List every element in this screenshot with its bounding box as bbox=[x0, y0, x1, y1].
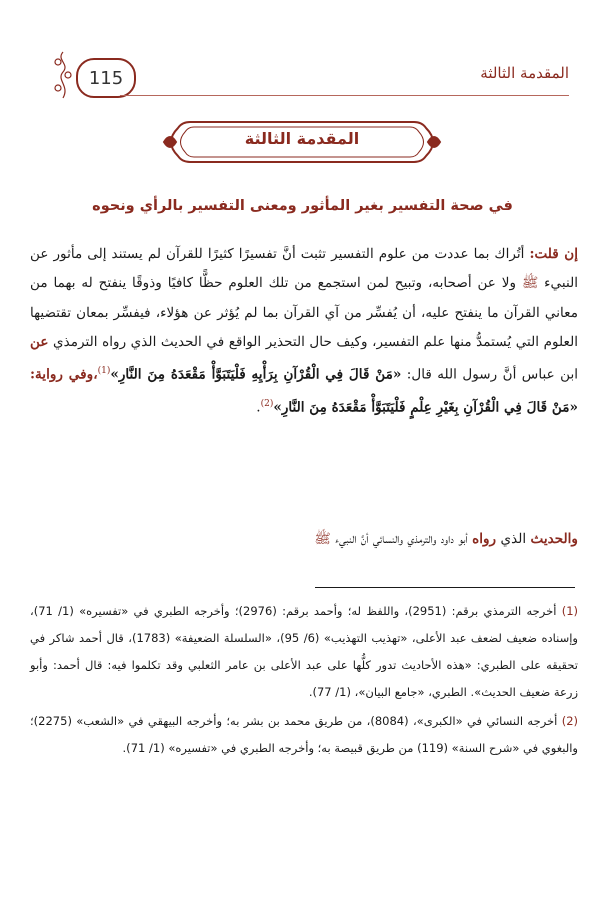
rawahu-word: رواه bbox=[472, 531, 497, 547]
section-subtitle: في صحة التفسير بغير المأثور ومعنى التفسير بالرأي ونحوه bbox=[92, 198, 513, 214]
footnote-text: أخرجه الترمذي برقم: (2951)، واللفظ له؛ وأحمد برقم: (2976)؛ وأخرجه الطبري في «تفسيره» (1/ 71)، وإسناده ضعيف لضعف عبد الأعلى، «تهذيب التهذيب» (6/ 95)، «السلسلة الضعيفة» (1783)، قال أحمد شاكر في تحقيقه على الطبري: «هذه الأحاديث تدور كلُّها على عبد الأعلى بن عامر الثعلبي وقد تكلموا فيه: قال أحمد: وأبو زرعة ضعيف الحديث». الطبري، «جامع البيان»، (1/ 77). bbox=[30, 604, 578, 699]
lead-phrase: إن قلت: bbox=[529, 246, 578, 262]
footnotes-section bbox=[30, 598, 578, 764]
continuation-text-1: الذي bbox=[496, 531, 531, 547]
riwaya-label: ،وفي رواية: bbox=[30, 366, 98, 383]
footnote-ref-1[interactable]: (1) bbox=[97, 366, 111, 377]
footnote-2 bbox=[30, 708, 578, 762]
narration-marker: عن bbox=[30, 333, 49, 350]
paragraph-text-1: أتُراك بما عددت من علوم التفسير تثبت أنَّ تفسيرًا كثيرًا للقرآن لم يستند إلى مأثور عن النبيء bbox=[30, 246, 578, 292]
footnote-1 bbox=[30, 598, 578, 706]
hadith-quote-2: «مَنْ قَالَ فِي الْقُرْآنِ بِغَيْرِ عِلْمٍ فَلْيَتَبَوَّأْ مَقْعَدَهُ مِنَ النَّارِ» bbox=[273, 399, 578, 416]
salawat-glyph-2: ﷺ bbox=[314, 531, 331, 547]
running-header-title: المقدمة الثالثة bbox=[480, 64, 569, 82]
paragraph-text-3: ابن عباس أنَّ رسول الله قال: bbox=[401, 366, 579, 383]
footnote-text: أخرجه النسائي في «الكبرى»، (8084)، من طريق محمد بن بشر به؛ وأخرجه البيهقي في «الشعب» (2275)؛ والبغوي في «شرح السنة» (119) من طريق قبيصة به؛ وأخرجه الطبري في «تفسيره» (1/ 71). bbox=[30, 714, 578, 755]
paragraph-end: . bbox=[256, 399, 261, 416]
continuation-text-2: أبو داود والترمذي والنسائي أنَّ النبيء bbox=[330, 531, 473, 547]
footnote-divider bbox=[315, 587, 575, 588]
hadith-word: والحديث bbox=[530, 531, 578, 547]
salawat-glyph: ﷺ bbox=[521, 275, 539, 292]
hadith-quote-1: «مَنْ قَالَ فِي الْقُرْآنِ بِرَأْيِهِ فَلْيَتَبَوَّأْ مَقْعَدَهُ مِنَ النَّارِ» bbox=[110, 366, 402, 383]
continuation-line bbox=[30, 530, 578, 550]
header-divider bbox=[120, 95, 569, 96]
footnote-number: (1) bbox=[561, 604, 579, 618]
footnote-ref-2[interactable]: (2) bbox=[260, 399, 274, 410]
floral-ornament-icon bbox=[48, 50, 78, 100]
footnote-number: (2) bbox=[561, 714, 579, 728]
section-title: المقدمة الثالثة bbox=[244, 129, 360, 148]
page-number-badge: 115 bbox=[76, 58, 136, 98]
paragraph-text-2: ولا عن أصحابه، وتبيح لمن استجمع من تلك العلوم حظًّا كافيًا وذوقًا ينفتح له بهما من معاني القرآن ما ينفتح عليه، أن يُفسِّر من آي القرآن بما لم يُؤثر عن هؤلاء، فيفسِّر بمعان تقتضيها العلوم التي يُستمدُّ منها علم التفسير، وكيف حال التحذير الواقع في الحديث الذي رواه الترمذي bbox=[30, 275, 578, 350]
main-paragraph bbox=[30, 240, 578, 423]
